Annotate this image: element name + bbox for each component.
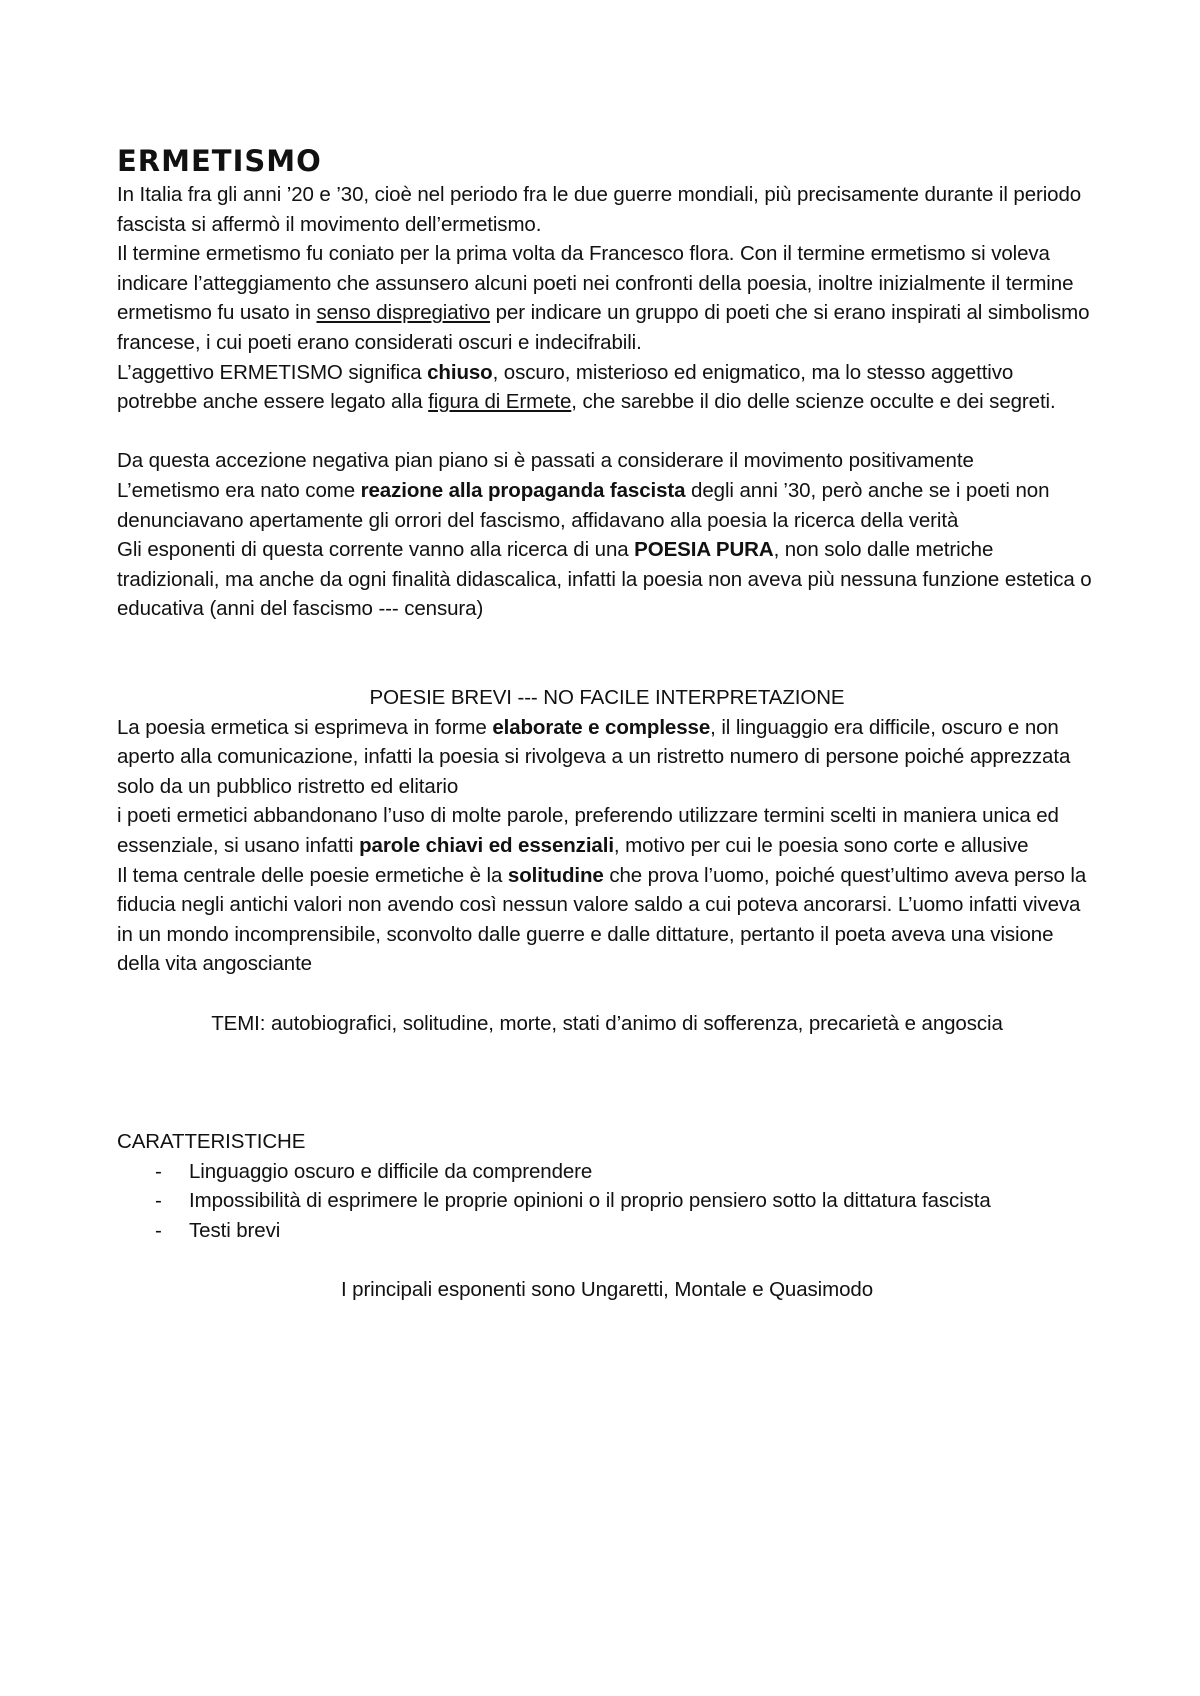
intro-paragraph-1: In Italia fra gli anni ’20 e ’30, cioè nel periodo fra le due guerre mondiali, più precisamente durante il periodo fascista si affermò il movimento dell’ermetismo. [117,183,1082,236]
spacer [117,417,1097,447]
dash-bullet: - [155,1218,162,1242]
dash-bullet: - [155,1159,162,1183]
spacer [117,624,1097,654]
caratteristiche-heading: CARATTERISTICHE [117,1130,306,1153]
section3-paragraph-2: i poeti ermetici abbandonano l’uso di molte parole, preferendo utilizzare termini scelti in maniera unica ed essenziale, si usano infatti parole chiavi ed essenziali, motivo per cui le poesia sono corte e allusive [117,804,1059,858]
list-item: - Linguaggio oscuro e difficile da comprendere [117,1157,1097,1187]
temi-line: TEMI: autobiografici, solitudine, morte, stati d’animo di sofferenza, precarietà e angoscia [211,1011,1003,1035]
spacer [117,979,1097,1009]
section2-paragraph-2: L’emetismo era nato come reazione alla propaganda fascista degli anni ’30, però anche se i poeti non denunciavano apertamente gli orrori del fascismo, affidavano alla poesia la ricerca della verità [117,478,1050,532]
document-body [117,142,1097,1305]
document-title: ERMETISMO [117,144,322,178]
intro-paragraph-3: L’aggettivo ERMETISMO significa chiuso, oscuro, misterioso ed enigmatico, ma lo stesso aggettivo potrebbe anche essere legato alla figura di Ermete, che sarebbe il dio delle scienze occulte e dei segreti. [117,360,1056,414]
bold-phrase: elaborate e complesse [492,715,711,739]
bold-phrase: reazione alla propaganda fascista [360,478,686,502]
spacer [117,1038,1097,1068]
bold-phrase: chiuso [427,360,493,384]
spacer [117,1097,1097,1127]
spacer [117,654,1097,684]
bold-phrase: parole chiavi ed essenziali [359,834,614,858]
underlined-phrase: senso dispregiativo [316,301,491,325]
poesie-heading: POESIE BREVI --- NO FACILE INTERPRETAZIONE [369,686,845,710]
underlined-phrase: figura di Ermete [428,390,572,414]
bold-phrase: solitudine [507,863,604,887]
intro-paragraph-2: Il termine ermetismo fu coniato per la prima volta da Francesco flora. Con il termine ermetismo si voleva indicare l’atteggiamento che assunsero alcuni poeti nei confronti della poesia, inoltre inizialmente il termine ermetismo fu usato in senso dispregiativo per indicare un gruppo di poeti che si erano inspirati al simbolismo francese, i cui poeti erano considerati oscuri e indecifrabili. [117,242,1090,354]
dash-bullet: - [155,1189,162,1213]
bold-phrase: POESIA PURA [634,538,774,562]
section2-paragraph-1: Da questa accezione negativa pian piano si è passati a considerare il movimento positivamente [117,449,974,473]
spacer [117,1068,1097,1098]
section2-paragraph-3: Gli esponenti di questa corrente vanno alla ricerca di una POESIA PURA, non solo dalle metriche tradizionali, ma anche da ogni finalità didascalica, infatti la poesia non aveva più nessuna funzione estetica o educativa (anni del fascismo --- censura) [117,538,1092,621]
section3-paragraph-1: La poesia ermetica si esprimeva in forme elaborate e complesse, il linguaggio era difficile, oscuro e non aperto alla comunicazione, infatti la poesia si rivolgeva a un ristretto numero di persone poiché apprezzata solo da un pubblico ristretto ed elitario [117,715,1071,798]
closing-line: I principali esponenti sono Ungaretti, Montale e Quasimodo [340,1277,874,1301]
spacer [117,1245,1097,1275]
list-item: - Testi brevi [117,1216,1097,1246]
section3-paragraph-3: Il tema centrale delle poesie ermetiche è la solitudine che prova l’uomo, poiché quest’ultimo aveva perso la fiducia negli antichi valori non avendo così nessun valore saldo a cui poteva ancorarsi. L’uomo infatti viveva in un mondo incomprensibile, sconvolto dalle guerre e dalle dittature, pertanto il poeta aveva una visione della vita angosciante [117,863,1087,976]
list-item: - Impossibilità di esprimere le proprie opinioni o il proprio pensiero sotto la dittatura fascista [117,1186,1097,1216]
caratteristiche-list [117,1157,1097,1246]
